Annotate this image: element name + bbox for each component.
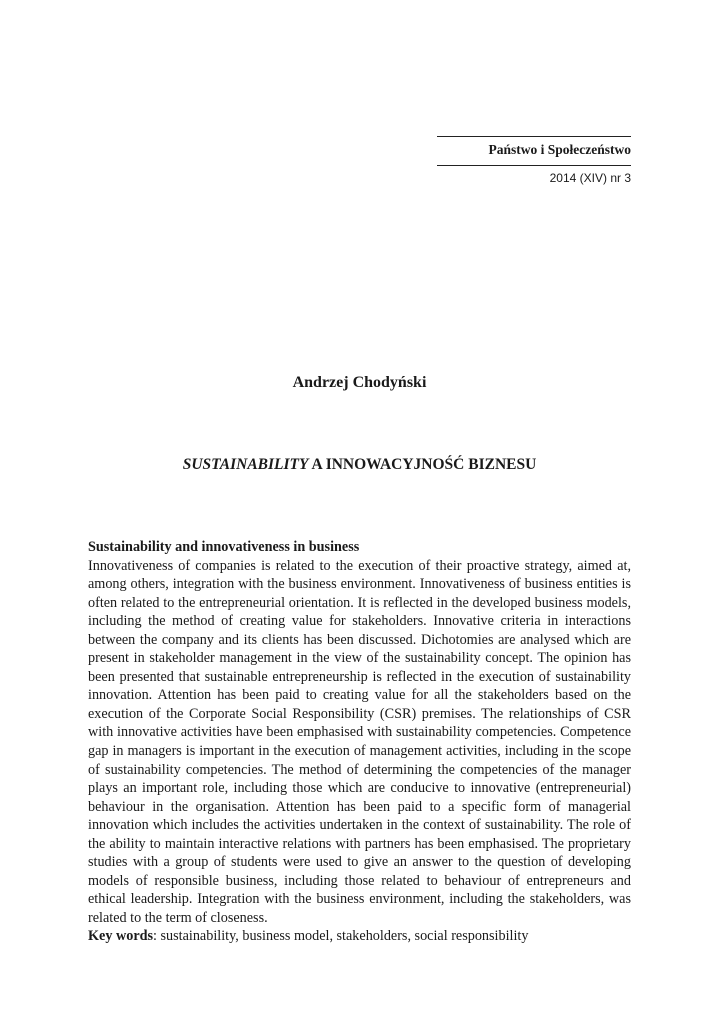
article-title-rest: A INNOWACYJNOŚĆ BIZNESU [308,456,537,473]
keywords-text: : sustainability, business model, stakeholders, social responsibility [153,928,529,945]
journal-issue: 2014 (XIV) nr 3 [549,171,631,185]
header-bottom-rule [437,165,631,166]
abstract-body: Innovativeness of companies is related to the execution of their proactive strategy, aimed at, among others, integration with the business environment. Innovativeness of business entities is often related to the entrepreneurial orientation. It is reflected in the developed business models, including the method of creating value for stakeholders. Innovative criteria in interactions between the company and its clients has been discussed. Dichotomies are analysed which are present in stakeholder management in the view of the sustainability concept. The opinion has been presented that sustainable entrepreneurship is reflected in the execution of sustainability innovation. Attention has been paid to creating value for all the stakeholders based on the execution of the Corporate Social Responsibility (CSR) premises. The relationships of CSR with innovative activities have been emphasised with sustainability competencies. Competence gap in managers is important in the execution of management activities, including in the scope of sustainability competencies. The method of determining the competencies of the manager plays an important role, including those which are conducive to innovative (entrepreneurial) behaviour in the organisation. Attention has been paid to a specific form of managerial innovation which includes the activities undertaken in the context of sustainability. The role of the ability to maintain interactive relations with partners has been emphasised. The proprietary studies with a group of students were used to give an answer to the question of developing models of responsible business, including those related to behaviour of entrepreneurs and ethical leadership. Integration with the business environment, including the stakeholders, was related to the term of closeness. [88,557,631,926]
abstract-section [88,538,631,946]
journal-title: Państwo i Społeczeństwo [488,142,631,157]
keywords-label: Key words [88,928,154,945]
keywords [88,927,631,946]
article-title-italic: SUSTAINABILITY [182,456,309,473]
abstract-heading: Sustainability and innovativeness in business [88,539,360,555]
header-top-rule [437,136,631,137]
article-author: Andrzej Chodyński [292,374,427,391]
article-title [0,456,719,474]
